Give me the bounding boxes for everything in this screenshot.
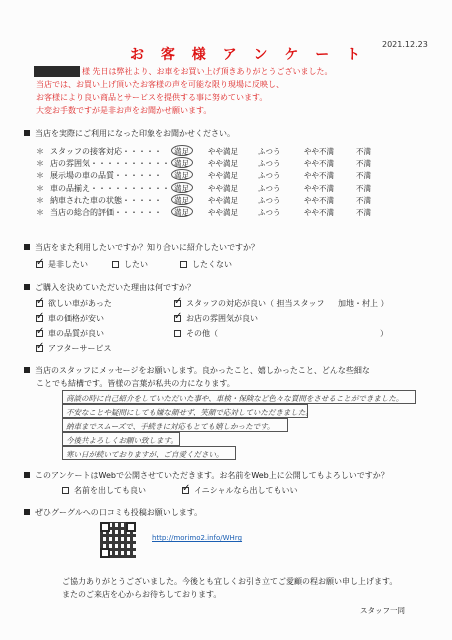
q1-row-label: 展示場の車の品質・・・・・・ xyxy=(50,171,162,181)
checkbox-icon xyxy=(180,261,187,268)
q1-option[interactable]: 満足 xyxy=(174,171,189,181)
bullet-icon xyxy=(24,367,30,373)
message-line-3: 納車までスムーズで、手続きに対応もとても嬉しかったです。 xyxy=(62,418,288,432)
checkbox-checked-icon xyxy=(36,315,43,322)
q1-option[interactable]: やや不満 xyxy=(304,159,334,169)
qr-finder-icon xyxy=(126,522,136,532)
q1-option[interactable]: やや満足 xyxy=(208,159,238,169)
checkbox-checked-icon xyxy=(36,345,43,352)
checkbox-checked-icon xyxy=(182,487,189,494)
q1-row-label: 店の雰囲気・・・・・・・・・・ xyxy=(50,159,170,169)
checkbox-icon xyxy=(112,261,119,268)
q1-option[interactable]: 満足 xyxy=(174,147,189,156)
q1-option[interactable]: 不満 xyxy=(356,159,371,169)
q3-reason-staff[interactable]: ✓スタッフの対応が良い（ 担当スタッフ xyxy=(174,298,325,309)
message-line-2: 不安なことや疑問にしても嫌な顔せず、笑顔で応対していただきました。 xyxy=(62,404,308,418)
checkbox-checked-icon xyxy=(174,300,181,307)
q1-option[interactable]: やや不満 xyxy=(304,171,334,181)
q1-row-label: 車の品揃え・・・・・・・・・・ xyxy=(50,183,170,193)
q2-heading: 当店をまた利用したいですか？知り合いに紹介したいですか？ xyxy=(24,242,259,253)
checkbox-checked-icon xyxy=(36,300,43,307)
bullet-icon xyxy=(24,509,30,515)
q1-option[interactable]: 不満 xyxy=(356,208,371,217)
q1-option[interactable]: ふつう xyxy=(258,147,281,156)
q1-option[interactable]: 満足 xyxy=(174,195,189,205)
q1-option[interactable]: やや不満 xyxy=(304,195,334,205)
bullet-icon xyxy=(24,130,30,136)
footer-line-1: ご協力ありがとうございました。今後とも宜しくお引き立てご愛顧の程お願い申し上げます。 xyxy=(62,577,398,586)
q1-option[interactable]: やや満足 xyxy=(208,195,238,205)
message-line-4: 今後共よろしくお願い致します。 xyxy=(62,432,180,446)
q4-heading-2: ことでも結構です。皆様の言葉が私共の力になります。 xyxy=(36,379,235,388)
asterisk-icon: ＊ xyxy=(36,208,44,217)
selection-circle-icon xyxy=(171,169,193,180)
bullet-icon xyxy=(24,244,30,250)
q3-other-close: ） xyxy=(380,329,388,338)
q1-row-label: 納車された車の状態・・・・・ xyxy=(50,195,162,205)
q4-heading-1: 当店のスタッフにメッセージをお願いします。良かったこと、嬉しかったこと、どんな些細な xyxy=(24,365,370,376)
q1-option[interactable]: やや満足 xyxy=(208,208,238,217)
checkbox-checked-icon xyxy=(36,330,43,337)
q1-option[interactable]: 満足 xyxy=(174,208,189,217)
intro-line-4: 大変お手数ですが是非お声をお聞かせ願います。 xyxy=(36,106,212,115)
q3-reason-other[interactable]: その他（ xyxy=(174,328,218,339)
bullet-icon xyxy=(24,472,30,478)
footer-line-2: またのご来店を心からお待ちしております。 xyxy=(62,590,222,599)
review-link[interactable]: http://morimo2.info/WHrg xyxy=(152,534,243,542)
q1-option[interactable]: ふつう xyxy=(258,183,281,193)
asterisk-icon: ＊ xyxy=(36,195,44,205)
checkbox-checked-icon xyxy=(174,315,181,322)
q2-choice-maybe[interactable]: したい xyxy=(112,259,148,270)
selection-circle-icon xyxy=(171,182,193,193)
q3-staff-name: 加地・村上 ） xyxy=(338,299,389,308)
q1-option[interactable]: やや満足 xyxy=(208,171,238,181)
checkbox-checked-icon xyxy=(36,261,43,268)
q1-row-label: 当店の総合的評価・・・・・・ xyxy=(50,208,162,217)
asterisk-icon: ＊ xyxy=(36,147,44,156)
checkbox-icon xyxy=(174,330,181,337)
q6-heading: ぜひグーグルへの口コミも投稿お願いします。 xyxy=(24,507,202,518)
q1-option[interactable]: 不満 xyxy=(356,183,371,193)
selection-circle-icon xyxy=(171,194,193,205)
selection-circle-icon xyxy=(171,157,193,168)
survey-date: 2021.12.23 xyxy=(382,40,428,49)
q2-choice-yes[interactable]: ✓是非したい xyxy=(36,259,88,270)
q1-option[interactable]: ふつう xyxy=(258,208,281,217)
q5-choice-fullname[interactable]: 名前を出しても良い xyxy=(62,485,146,496)
q3-reason-atmosphere[interactable]: ✓お店の雰囲気が良い xyxy=(174,313,258,324)
q3-heading: ご購入を決めていただいた理由は何ですか？ xyxy=(24,282,195,293)
redacted-customer-name xyxy=(34,66,80,77)
q1-option[interactable]: 不満 xyxy=(356,147,371,156)
message-line-5: 寒い日が続いておりますが、ご自愛ください。 xyxy=(62,446,236,460)
qr-finder-icon xyxy=(100,522,110,532)
intro-line-2: 当店では、お買い上げ頂いたお客様の声を可能な限り現場に反映し、 xyxy=(36,80,284,89)
q1-row-label: スタッフの接客対応・・・・・ xyxy=(50,147,162,156)
message-line-1: 商談の時に自己紹介をしていただいた事や、車検・保険など色々な質問をさせることができました。 xyxy=(62,390,416,404)
qr-code-icon[interactable] xyxy=(100,522,136,558)
selection-circle-icon xyxy=(171,145,193,156)
q1-option[interactable]: 満足 xyxy=(174,183,189,193)
q1-option[interactable]: やや不満 xyxy=(304,147,334,156)
qr-finder-icon xyxy=(100,548,110,558)
q2-choice-no[interactable]: したくない xyxy=(180,259,232,270)
asterisk-icon: ＊ xyxy=(36,183,44,193)
q1-option[interactable]: やや満足 xyxy=(208,147,238,156)
q1-option[interactable]: ふつう xyxy=(258,159,281,169)
q1-option[interactable]: やや満足 xyxy=(208,183,238,193)
selection-circle-icon xyxy=(171,206,193,217)
q1-option[interactable]: 満足 xyxy=(174,159,189,169)
q3-reason-price[interactable]: ✓車の価格が安い xyxy=(36,313,104,324)
survey-title: お 客 様 ア ン ケ ー ト xyxy=(130,47,367,63)
signature: スタッフ一同 xyxy=(360,606,405,615)
asterisk-icon: ＊ xyxy=(36,171,44,181)
q3-reason-quality[interactable]: ✓車の品質が良い xyxy=(36,328,104,339)
q1-option[interactable]: やや不満 xyxy=(304,183,334,193)
bullet-icon xyxy=(24,284,30,290)
q5-choice-initials[interactable]: ✓ イニシャルなら出してもいい xyxy=(182,485,298,496)
q3-reason-car[interactable]: ✓欲しい車があった xyxy=(36,298,112,309)
intro-line-3: お客様により良い商品とサービスを提供する事に努めています。 xyxy=(36,93,268,102)
q1-option[interactable]: やや不満 xyxy=(304,208,334,217)
q1-option[interactable]: 不満 xyxy=(356,195,371,205)
asterisk-icon: ＊ xyxy=(36,159,44,169)
intro-line-1: 様 先日は弊社より、お車をお買い上げ頂きありがとうございました。 xyxy=(82,67,333,76)
q1-heading: 当店を実際にご利用になった印象をお聞かせください。 xyxy=(24,128,235,139)
checkbox-icon xyxy=(62,487,69,494)
q1-option[interactable]: 不満 xyxy=(356,171,371,181)
q3-reason-aftercare[interactable]: ✓アフターサービス xyxy=(36,343,111,354)
q5-heading: このアンケートはWebで公開させていただきます。お名前をWeb上に公開してもよろしいですか？ xyxy=(24,470,389,481)
q1-option[interactable]: ふつう xyxy=(258,195,281,205)
q1-option[interactable]: ふつう xyxy=(258,171,281,181)
